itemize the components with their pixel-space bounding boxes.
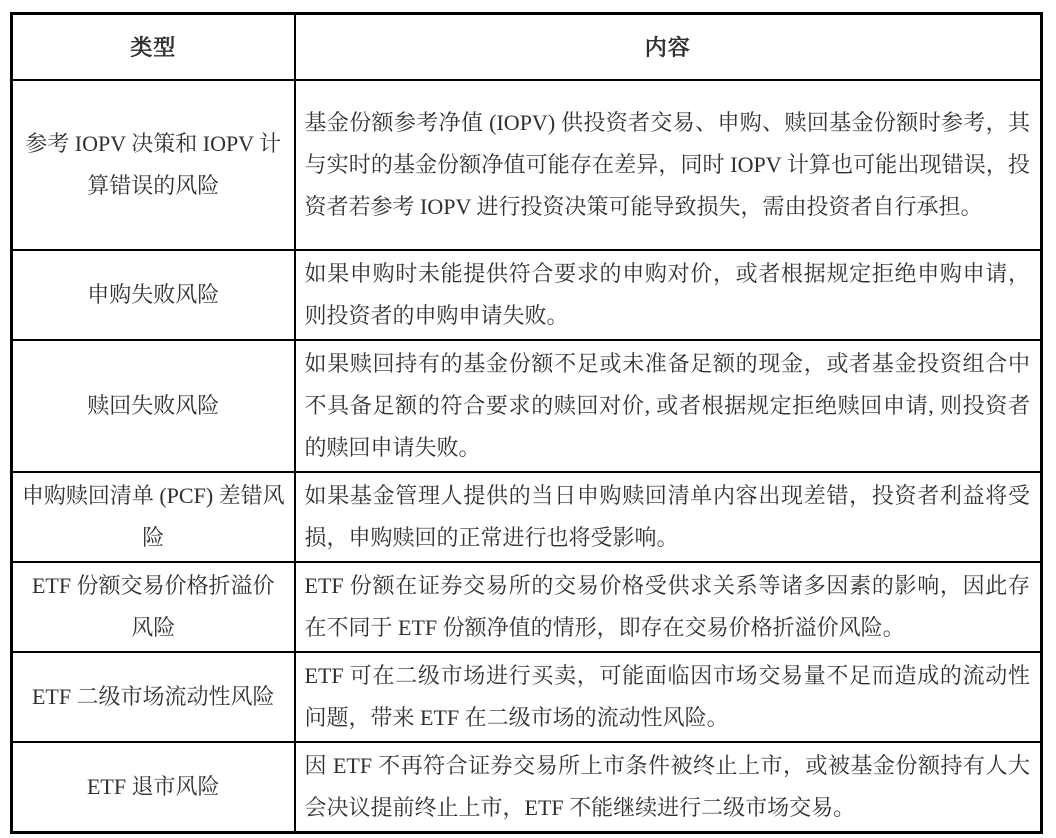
- table-row-purchase-failure-risk: [12, 250, 1042, 340]
- risk-content-cell: 基金份额参考净值 (IOPV) 供投资者交易、申购、赎回基金份额时参考，其与实时的基金份额净值可能存在差异，同时 IOPV 计算也可能出现错误，投资者若参考 IOPV 进行投资决策可能导致损失，需由投资者自行承担。: [295, 80, 1042, 250]
- risk-type-cell: 赎回失败风险: [12, 340, 295, 472]
- risk-content-cell: 因 ETF 不再符合证券交易所上市条件被终止上市，或被基金份额持有人大会决议提前终止上市，ETF 不能继续进行二级市场交易。: [295, 742, 1042, 833]
- risk-table-header: [12, 14, 1042, 80]
- risk-type-cell: 申购失败风险: [12, 250, 295, 340]
- table-row-secondary-market-liquidity-risk: [12, 652, 1042, 742]
- risk-table-body: [12, 80, 1042, 833]
- risk-type-cell: ETF 二级市场流动性风险: [12, 652, 295, 742]
- table-row-pcf-error-risk: [12, 472, 1042, 562]
- risk-content-cell: 如果赎回持有的基金份额不足或未准备足额的现金，或者基金投资组合中不具备足额的符合要求的赎回对价, 或者根据规定拒绝赎回申请, 则投资者的赎回申请失败。: [295, 340, 1042, 472]
- table-row-delisting-risk: [12, 742, 1042, 833]
- risk-content-cell: 如果基金管理人提供的当日申购赎回清单内容出现差错，投资者利益将受损，申购赎回的正常进行也将受影响。: [295, 472, 1042, 562]
- risk-table: [10, 12, 1043, 834]
- header-type-cell: 类型: [12, 14, 295, 80]
- risk-type-cell: ETF 退市风险: [12, 742, 295, 833]
- risk-content-cell: ETF 可在二级市场进行买卖，可能面临因市场交易量不足而造成的流动性问题，带来 ETF 在二级市场的流动性风险。: [295, 652, 1042, 742]
- risk-type-cell: 参考 IOPV 决策和 IOPV 计算错误的风险: [12, 80, 295, 250]
- table-row-iopv-risk: [12, 80, 1042, 250]
- risk-type-cell: 申购赎回清单 (PCF) 差错风险: [12, 472, 295, 562]
- header-row: [12, 14, 1042, 80]
- table-row-premium-discount-risk: [12, 562, 1042, 652]
- risk-content-cell: ETF 份额在证券交易所的交易价格受供求关系等诸多因素的影响，因此存在不同于 ETF 份额净值的情形，即存在交易价格折溢价风险。: [295, 562, 1042, 652]
- header-content-cell: 内容: [295, 14, 1042, 80]
- risk-content-cell: 如果申购时未能提供符合要求的申购对价，或者根据规定拒绝申购申请，则投资者的申购申请失败。: [295, 250, 1042, 340]
- risk-type-cell: ETF 份额交易价格折溢价风险: [12, 562, 295, 652]
- table-row-redemption-failure-risk: [12, 340, 1042, 472]
